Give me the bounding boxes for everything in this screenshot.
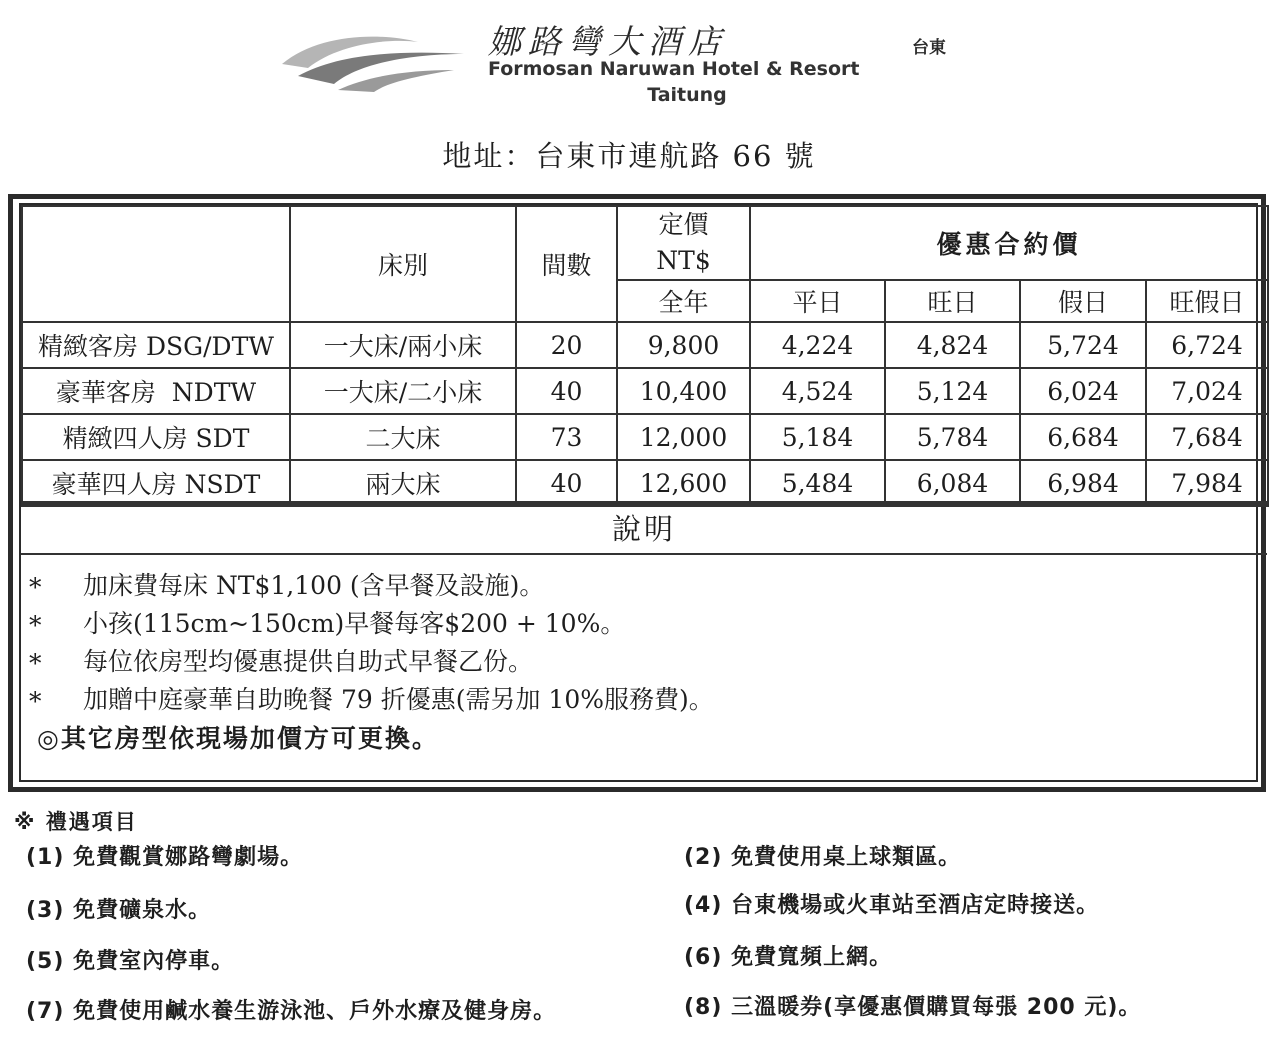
- peak-holiday-header: 旺假日: [1146, 280, 1268, 322]
- table-row: [22, 414, 1268, 460]
- rates-frame-inner: [19, 203, 1258, 782]
- benefit-item: (3) 免費礦泉水。: [26, 898, 212, 923]
- hotel-name-zh: 娜路彎大酒店: [488, 22, 728, 61]
- peak-day-header: 旺日: [885, 280, 1020, 322]
- note-text: 小孩(115cm~150cm)早餐每客$200 + 10%。: [83, 609, 626, 638]
- list-item: [21, 567, 1267, 605]
- peak-holiday-cell: 7,024: [1146, 368, 1268, 414]
- peak-day-cell: 6,084: [885, 460, 1020, 506]
- peak-holiday-cell: 6,724: [1146, 322, 1268, 368]
- holiday-cell: 6,984: [1020, 460, 1146, 506]
- benefits-title: ※ 禮遇項目: [14, 810, 138, 834]
- list-item: [21, 681, 1267, 719]
- list-item: [21, 605, 1267, 643]
- hotel-address: 地址：台東市連航路 66 號: [442, 139, 816, 173]
- bed-cell: 一大床/二小床: [290, 368, 516, 414]
- weekday-cell: 4,224: [750, 322, 885, 368]
- room-change-note: ◎其它房型依現場加價方可更換。: [37, 724, 439, 753]
- full-year-header: 全年: [617, 280, 750, 322]
- notes-title: 說明: [21, 501, 1267, 555]
- rooms-header: 間數: [516, 206, 617, 322]
- benefit-item: (5) 免費室內停車。: [26, 949, 235, 974]
- note-text: 加贈中庭豪華自助晚餐 79 折優惠(需另加 10%服務費)。: [83, 685, 714, 714]
- room-type-cell: 精緻客房 DSG/DTW: [22, 322, 290, 368]
- list-price-header: [617, 206, 750, 280]
- bed-cell: 一大床/兩小床: [290, 322, 516, 368]
- currency-label: NT$: [656, 246, 711, 275]
- list-price-cell: 10,400: [617, 368, 750, 414]
- peak-day-cell: 4,824: [885, 322, 1020, 368]
- notes-list: [21, 555, 1267, 759]
- benefit-item: (7) 免費使用鹹水養生游泳池、戶外水療及健身房。: [26, 999, 557, 1024]
- weekday-cell: 5,184: [750, 414, 885, 460]
- hotel-city-en: Taitung: [647, 84, 727, 106]
- benefit-item: (8) 三溫暖券(享優惠價購買每張 200 元)。: [684, 995, 1142, 1020]
- peak-holiday-cell: 7,984: [1146, 460, 1268, 506]
- benefit-item: (4) 台東機場或火車站至酒店定時接送。: [684, 893, 1100, 918]
- holiday-cell: 6,024: [1020, 368, 1146, 414]
- rooms-cell: 40: [516, 460, 617, 506]
- table-row: [22, 322, 1268, 368]
- note-text: 每位依房型均優惠提供自助式早餐乙份。: [83, 647, 534, 676]
- benefit-item: (2) 免費使用桌上球類區。: [684, 845, 962, 870]
- rooms-cell: 73: [516, 414, 617, 460]
- rooms-cell: 20: [516, 322, 617, 368]
- asterisk-icon: *: [29, 687, 42, 716]
- table-header-row: [22, 206, 1268, 280]
- asterisk-icon: *: [29, 573, 42, 602]
- asterisk-icon: *: [29, 649, 42, 678]
- room-type-header: [22, 206, 290, 322]
- bed-cell: 二大床: [290, 414, 516, 460]
- hotel-city-zh: 台東: [912, 38, 946, 58]
- rooms-cell: 40: [516, 368, 617, 414]
- bed-header: 床別: [290, 206, 516, 322]
- weekday-cell: 5,484: [750, 460, 885, 506]
- peak-day-cell: 5,124: [885, 368, 1020, 414]
- room-type-cell: 精緻四人房 SDT: [22, 414, 290, 460]
- holiday-header: 假日: [1020, 280, 1146, 322]
- rates-frame: [8, 194, 1266, 792]
- peak-holiday-cell: 7,684: [1146, 414, 1268, 460]
- weekday-cell: 4,524: [750, 368, 885, 414]
- promo-price-header: 優惠合約價: [750, 206, 1268, 280]
- note-text: 加床費每床 NT$1,100 (含早餐及設施)。: [83, 571, 545, 600]
- table-row: [22, 460, 1268, 506]
- room-type-cell: 豪華客房 NDTW: [22, 368, 290, 414]
- table-row: [22, 368, 1268, 414]
- bed-cell: 兩大床: [290, 460, 516, 506]
- room-type-cell: 豪華四人房 NSDT: [22, 460, 290, 506]
- list-price-cell: 12,600: [617, 460, 750, 506]
- benefit-item: (6) 免費寬頻上網。: [684, 945, 893, 970]
- list-item: [21, 643, 1267, 681]
- list-price-cell: 9,800: [617, 322, 750, 368]
- hotel-name-en: Formosan Naruwan Hotel & Resort: [488, 58, 860, 80]
- holiday-cell: 6,684: [1020, 414, 1146, 460]
- rates-table: [21, 205, 1269, 507]
- weekday-header: 平日: [750, 280, 885, 322]
- list-price-label: 定價: [658, 210, 709, 239]
- holiday-cell: 5,724: [1020, 322, 1146, 368]
- page-header: [0, 0, 1280, 173]
- notes-section: [21, 501, 1267, 759]
- benefit-item: (1) 免費觀賞娜路彎劇場。: [26, 845, 304, 870]
- peak-day-cell: 5,784: [885, 414, 1020, 460]
- list-price-cell: 12,000: [617, 414, 750, 460]
- asterisk-icon: *: [29, 611, 42, 640]
